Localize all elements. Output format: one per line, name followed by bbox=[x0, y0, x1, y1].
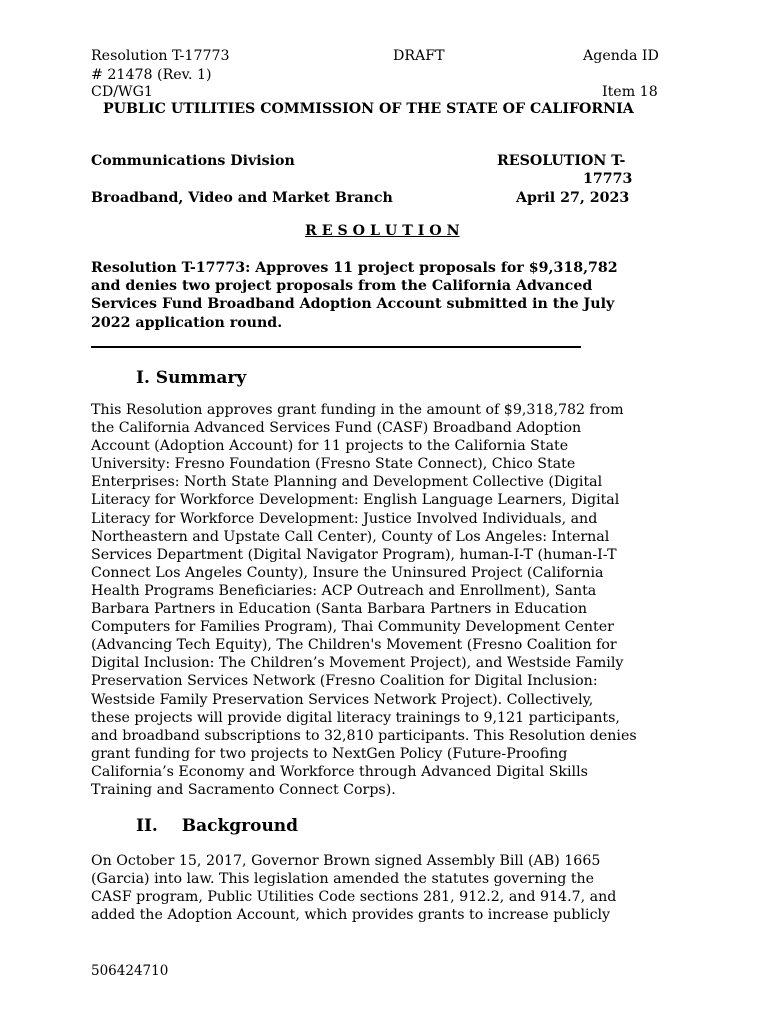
background-title: Background bbox=[181, 816, 299, 836]
summary-line: Digital Inclusion: The Children’s Movement Project), and Westside Family bbox=[91, 655, 624, 672]
summary-line: Barbara Partners in Education (Santa Barbara Partners in Education bbox=[91, 601, 588, 618]
header-draft-label: DRAFT bbox=[393, 48, 445, 64]
summary-line: (Advancing Tech Equity), The Children's Movement (Fresno Coalition for bbox=[91, 637, 617, 654]
background-line: On October 15, 2017, Governor Brown signed Assembly Bill (AB) 1665 bbox=[91, 853, 601, 869]
resolution-label: RESOLUTION T- bbox=[497, 153, 626, 169]
summary-line: Health Programs Beneficiaries: ACP Outreach and Enrollment), Santa bbox=[91, 582, 597, 599]
header-division-code: CD/WG1 bbox=[91, 84, 153, 100]
header-agenda-id: Agenda ID bbox=[583, 48, 659, 64]
summary-number: I. bbox=[136, 368, 150, 388]
summary-line: Literacy for Workforce Development: Justice Involved Individuals, and bbox=[91, 510, 598, 527]
branch-name: Broadband, Video and Market Branch bbox=[91, 190, 393, 206]
summary-title: Summary bbox=[155, 368, 247, 388]
summary-line: Northeastern and Upstate Call Center), County of Los Angeles: Internal bbox=[91, 528, 610, 545]
summary-heading bbox=[136, 368, 246, 388]
summary-line: California’s Economy and Workforce through Advanced Digital Skills bbox=[91, 763, 588, 780]
summary-line: these projects will provide digital literacy trainings to 9,121 participants, bbox=[91, 709, 620, 726]
resolution-heading: R E S O L U T I O N bbox=[305, 223, 460, 239]
resolution-date: April 27, 2023 bbox=[516, 190, 630, 206]
summary-line: grant funding for two projects to NextGen Policy (Future-Proofing bbox=[91, 745, 568, 762]
summary-line: This Resolution approves grant funding in the amount of $9,318,782 from bbox=[91, 402, 624, 418]
abstract-line: 2022 application round. bbox=[91, 314, 283, 331]
abstract-line: Services Fund Broadband Adoption Account submitted in the July bbox=[91, 296, 615, 313]
summary-line: Westside Family Preservation Services Network Project). Collectively, bbox=[91, 691, 594, 708]
header-agenda-number: # 21478 (Rev. 1) bbox=[91, 67, 212, 83]
summary-paragraph bbox=[91, 401, 637, 799]
summary-line: Connect Los Angeles County), Insure the Uninsured Project (California bbox=[91, 564, 604, 581]
summary-line: Training and Sacramento Connect Corps). bbox=[91, 781, 396, 798]
summary-line: Enterprises: North State Planning and Development Collective (Digital bbox=[91, 474, 603, 491]
summary-line: Services Department (Digital Navigator Program), human-I-T (human-I-T bbox=[91, 546, 617, 563]
header-resolution-number: Resolution T-17773 bbox=[91, 48, 230, 64]
summary-line: Preservation Services Network (Fresno Coalition for Digital Inclusion: bbox=[91, 673, 598, 690]
background-heading bbox=[136, 816, 298, 836]
summary-line: University: Fresno Foundation (Fresno State Connect), Chico State bbox=[91, 456, 576, 473]
background-line: (Garcia) into law. This legislation amended the statutes governing the bbox=[91, 871, 595, 888]
abstract-line: Resolution T-17773: Approves 11 project proposals for $9,318,782 bbox=[91, 260, 618, 276]
background-line: added the Adoption Account, which provides grants to increase publicly bbox=[91, 907, 611, 924]
abstract-line: and denies two project proposals from the California Advanced bbox=[91, 278, 593, 295]
footer-doc-number: 506424710 bbox=[91, 963, 169, 979]
background-line: CASF program, Public Utilities Code sections 281, 912.2, and 914.7, and bbox=[91, 889, 617, 906]
header-item-number: Item 18 bbox=[602, 84, 658, 100]
summary-line: Literacy for Workforce Development: English Language Learners, Digital bbox=[91, 492, 620, 509]
background-paragraph bbox=[91, 852, 616, 924]
summary-line: Account (Adoption Account) for 11 projects to the California State bbox=[91, 438, 569, 455]
summary-line: the California Advanced Services Fund (CASF) Broadband Adoption bbox=[91, 420, 582, 437]
abstract-divider bbox=[91, 346, 581, 348]
resolution-number: 17773 bbox=[583, 171, 633, 187]
summary-line: Computers for Families Program), Thai Community Development Center bbox=[91, 619, 614, 636]
background-number: II. bbox=[136, 816, 158, 836]
abstract bbox=[91, 259, 618, 332]
summary-line: and broadband subscriptions to 32,810 participants. This Resolution denies bbox=[91, 727, 637, 744]
commission-title: PUBLIC UTILITIES COMMISSION OF THE STATE OF CALIFORNIA bbox=[103, 101, 634, 117]
division-name: Communications Division bbox=[91, 153, 295, 169]
